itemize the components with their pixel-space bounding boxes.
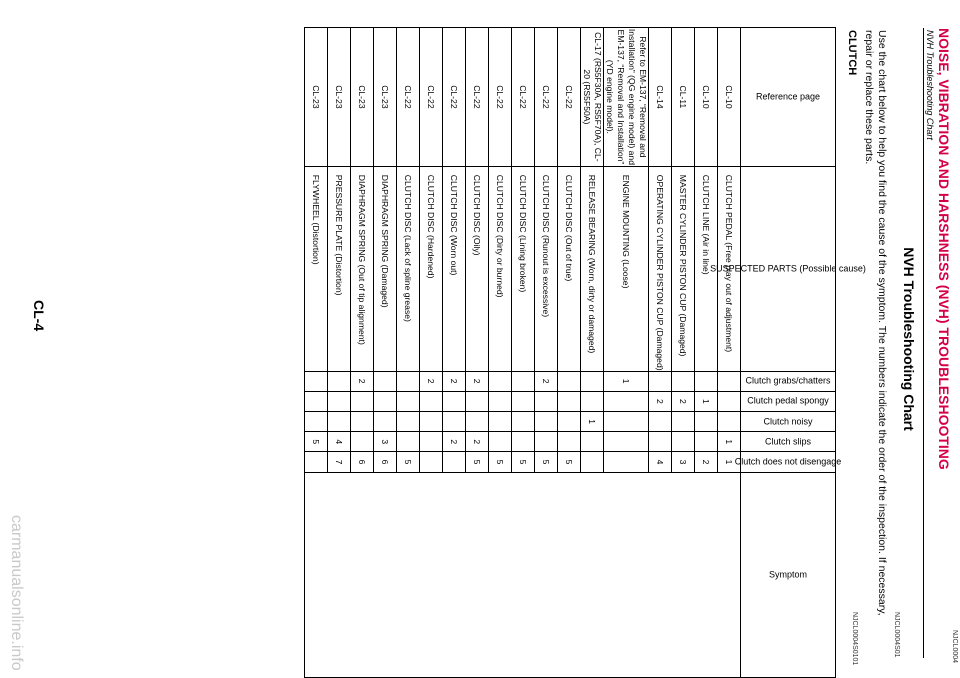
reference-page-cell: CL-23 bbox=[351, 28, 374, 167]
section-title: CLUTCH bbox=[846, 30, 858, 76]
ref-code-clutch: NJCL0004S0101 bbox=[851, 612, 858, 666]
inspection-order-cell bbox=[558, 371, 581, 391]
inspection-order-cell: 6 bbox=[351, 452, 374, 472]
inspection-order-cell: 5 bbox=[558, 452, 581, 472]
ref-code-heading: NJCL0004S01 bbox=[893, 612, 900, 658]
inspection-order-cell bbox=[558, 391, 581, 411]
suspected-parts-header-text: SUSPECTED PARTS (Possible cause) bbox=[710, 263, 866, 274]
inspection-order-cell bbox=[397, 371, 420, 391]
inspection-order-cell bbox=[604, 412, 649, 432]
inspection-order-cell: 2 bbox=[351, 371, 374, 391]
reference-page-header-text: Reference page bbox=[755, 91, 821, 102]
reference-page-cell: CL-10 bbox=[718, 28, 741, 167]
suspected-part-cell: RELEASE BEARING (Worn, dirty or damaged) bbox=[581, 166, 604, 371]
inspection-order-cell bbox=[718, 371, 741, 391]
ref-code-top: NJCL0004 bbox=[951, 630, 958, 664]
symptom-header-5 bbox=[734, 452, 842, 472]
inspection-order-cell: 2 bbox=[420, 371, 443, 391]
inspection-order-cell bbox=[420, 391, 443, 411]
inspection-order-cell bbox=[489, 371, 512, 391]
inspection-order-cell bbox=[535, 391, 558, 411]
inspection-order-cell bbox=[351, 391, 374, 411]
table-header-row bbox=[741, 28, 836, 678]
inspection-order-cell bbox=[466, 412, 489, 432]
reference-page-cell: CL-23 bbox=[374, 28, 397, 167]
inspection-order-cell: 1 bbox=[695, 391, 718, 411]
inspection-order-cell bbox=[328, 371, 351, 391]
inspection-order-cell bbox=[351, 412, 374, 432]
inspection-order-cell: 3 bbox=[672, 452, 695, 472]
table-row bbox=[718, 28, 741, 678]
reference-page-cell: CL-22 bbox=[512, 28, 535, 167]
inspection-order-cell: 2 bbox=[695, 452, 718, 472]
inspection-order-cell: 2 bbox=[649, 391, 672, 411]
reference-page-cell: Refer to EM-137, “Removal and Installation” (QG engine model) and EM-137, “Removal and Installation” (YD engine model). bbox=[605, 28, 648, 165]
inspection-order-cell: 3 bbox=[374, 432, 397, 452]
inspection-order-cell bbox=[512, 412, 535, 432]
inspection-order-cell bbox=[420, 432, 443, 452]
inspection-order-cell bbox=[649, 432, 672, 452]
reference-page-cell: CL-10 bbox=[695, 28, 718, 167]
inspection-order-cell bbox=[512, 432, 535, 452]
inspection-order-cell: 5 bbox=[305, 432, 328, 452]
inspection-order-cell bbox=[328, 412, 351, 432]
inspection-order-cell: 1 bbox=[718, 432, 741, 452]
inspection-order-cell: 5 bbox=[397, 452, 420, 472]
inspection-order-cell: 2 bbox=[466, 432, 489, 452]
inspection-order-cell bbox=[649, 371, 672, 391]
inspection-order-cell bbox=[558, 432, 581, 452]
inspection-order-cell bbox=[695, 371, 718, 391]
suspected-part-cell: CLUTCH LINE (Air in line) bbox=[695, 166, 718, 371]
inspection-order-cell bbox=[581, 452, 604, 472]
inspection-order-cell bbox=[489, 432, 512, 452]
suspected-part-cell: CLUTCH DISC (Runout is excessive) bbox=[535, 166, 558, 371]
reference-page-cell: CL-14 bbox=[649, 28, 672, 167]
inspection-order-cell bbox=[489, 412, 512, 432]
inspection-order-cell bbox=[397, 391, 420, 411]
inspection-order-cell bbox=[581, 371, 604, 391]
suspected-part-cell: CLUTCH DISC (Lack of spline grease) bbox=[397, 166, 420, 371]
symptom-header-2-text: Clutch pedal spongy bbox=[747, 395, 829, 406]
reference-page-cell: CL-22 bbox=[489, 28, 512, 167]
suspected-part-cell: CLUTCH DISC (Hardened) bbox=[420, 166, 443, 371]
suspected-part-cell: CLUTCH DISC (Lining broken) bbox=[512, 166, 535, 371]
inspection-order-cell bbox=[672, 432, 695, 452]
inspection-order-cell bbox=[443, 391, 466, 411]
inspection-order-cell bbox=[695, 412, 718, 432]
inspection-order-cell: 2 bbox=[443, 432, 466, 452]
reference-page-cell: CL-11 bbox=[672, 28, 695, 167]
symptom-header-2 bbox=[741, 391, 836, 411]
inspection-order-cell bbox=[374, 412, 397, 432]
reference-page-cell: CL-22 bbox=[420, 28, 443, 167]
inspection-order-cell bbox=[535, 412, 558, 432]
inspection-order-cell bbox=[305, 452, 328, 472]
inspection-order-cell: 5 bbox=[466, 452, 489, 472]
inspection-order-cell bbox=[443, 452, 466, 472]
symptom-header-1 bbox=[741, 371, 836, 391]
inspection-order-cell: 2 bbox=[672, 391, 695, 411]
symptom-header-3-text: Clutch noisy bbox=[763, 416, 813, 427]
inspection-order-cell bbox=[420, 412, 443, 432]
inspection-order-cell bbox=[489, 391, 512, 411]
suspected-part-cell: CLUTCH DISC (Oily) bbox=[466, 166, 489, 371]
inspection-order-cell bbox=[397, 412, 420, 432]
inspection-order-cell bbox=[420, 452, 443, 472]
inspection-order-cell bbox=[649, 412, 672, 432]
inspection-order-cell bbox=[397, 432, 420, 452]
inspection-order-cell: 7 bbox=[328, 452, 351, 472]
watermark: carmanualsonline.info bbox=[8, 515, 25, 671]
inspection-order-cell bbox=[581, 432, 604, 452]
inspection-order-cell bbox=[558, 412, 581, 432]
page-heading: NVH Troubleshooting Chart bbox=[901, 247, 917, 431]
inspection-order-cell: 5 bbox=[535, 452, 558, 472]
suspected-part-cell: CLUTCH PEDAL (Free play out of adjustment) bbox=[718, 166, 741, 371]
symptom-header-4-text: Clutch slips bbox=[764, 436, 812, 447]
inspection-order-cell bbox=[672, 412, 695, 432]
inspection-order-cell bbox=[351, 432, 374, 452]
inspection-order-cell bbox=[604, 432, 649, 452]
reference-page-cell: CL-22 bbox=[558, 28, 581, 167]
inspection-order-cell: 1 bbox=[581, 412, 604, 432]
inspection-order-cell bbox=[466, 391, 489, 411]
inspection-order-cell bbox=[718, 412, 741, 432]
symptom-label-spacer bbox=[305, 472, 741, 677]
symptom-header-5-text: Clutch does not disengage bbox=[734, 456, 842, 467]
page-number: CL-4 bbox=[31, 300, 47, 332]
reference-page-cell: CL-23 bbox=[328, 28, 351, 167]
reference-page-cell: CL-17 (RS5F30A, RS5F70A), CL-20 (RS5F50A) bbox=[581, 28, 604, 167]
suspected-part-cell: CLUTCH DISC (Dirty or burned) bbox=[489, 166, 512, 371]
symptom-label-header-text: Symptom bbox=[768, 569, 808, 580]
symptom-header-1-text: Clutch grabs/chatters bbox=[745, 375, 831, 386]
reference-page-cell: CL-23 bbox=[305, 28, 328, 167]
inspection-order-cell bbox=[718, 391, 741, 411]
inspection-order-cell: 4 bbox=[649, 452, 672, 472]
inspection-order-cell bbox=[305, 391, 328, 411]
suspected-part-cell: CLUTCH DISC (Worn out) bbox=[443, 166, 466, 371]
suspected-part-cell: MASTER CYLINDER PISTON CUP (Damaged) bbox=[672, 166, 695, 371]
inspection-order-cell bbox=[443, 412, 466, 432]
inspection-order-cell bbox=[328, 391, 351, 411]
symptom-header-3 bbox=[741, 412, 836, 432]
inspection-order-cell: 1 bbox=[718, 452, 741, 472]
suspected-part-cell: FLYWHEEL (Distortion) bbox=[305, 166, 328, 371]
suspected-part-cell: CLUTCH DISC (Out of true) bbox=[558, 166, 581, 371]
inspection-order-cell: 2 bbox=[466, 371, 489, 391]
inspection-order-cell bbox=[604, 391, 649, 411]
inspection-order-cell: 2 bbox=[443, 371, 466, 391]
inspection-order-cell: 1 bbox=[604, 371, 649, 391]
inspection-order-cell bbox=[535, 432, 558, 452]
suspected-part-cell: OPERATING CYLINDER PISTON CUP (Damaged) bbox=[649, 166, 672, 371]
suspected-part-cell: DIAPHRAGM SPRING (Out of tip alignment) bbox=[351, 166, 374, 371]
inspection-order-cell bbox=[305, 371, 328, 391]
reference-page-cell: CL-22 bbox=[535, 28, 558, 167]
inspection-order-cell bbox=[672, 371, 695, 391]
inspection-order-cell: 2 bbox=[535, 371, 558, 391]
suspected-part-cell: DIAPHRAGM SPRING (Damaged) bbox=[374, 166, 397, 371]
reference-page-cell: CL-22 bbox=[443, 28, 466, 167]
header-divider bbox=[923, 28, 924, 658]
suspected-part-cell: ENGINE MOUNTING (Loose) bbox=[604, 166, 649, 371]
inspection-order-cell bbox=[581, 391, 604, 411]
page-main-title: NOISE, VIBRATION AND HARSHNESS (NVH) TROUBLESHOOTING bbox=[936, 28, 952, 470]
inspection-order-cell bbox=[512, 371, 535, 391]
inspection-order-cell: 6 bbox=[374, 452, 397, 472]
symptom-header-4 bbox=[741, 432, 836, 452]
symptom-label-header bbox=[741, 472, 836, 677]
reference-page-cell: CL-22 bbox=[397, 28, 420, 167]
reference-page-cell: CL-22 bbox=[466, 28, 489, 167]
inspection-order-cell bbox=[374, 391, 397, 411]
inspection-order-cell bbox=[695, 432, 718, 452]
inspection-order-cell: 4 bbox=[328, 432, 351, 452]
inspection-order-cell bbox=[305, 412, 328, 432]
suspected-part-cell: PRESSURE PLATE (Distortion) bbox=[328, 166, 351, 371]
inspection-order-cell bbox=[512, 391, 535, 411]
reference-page-header bbox=[741, 28, 836, 167]
inspection-order-cell bbox=[604, 452, 649, 472]
inspection-order-cell bbox=[374, 371, 397, 391]
inspection-order-cell: 5 bbox=[512, 452, 535, 472]
section-header: NVH Troubleshooting Chart bbox=[925, 30, 935, 140]
inspection-order-cell: 5 bbox=[489, 452, 512, 472]
intro-paragraph: Use the chart below to help you find the cause of the symptom. The numbers indicate the order of the inspection. If necessary, repair or replace these parts. bbox=[863, 30, 888, 616]
